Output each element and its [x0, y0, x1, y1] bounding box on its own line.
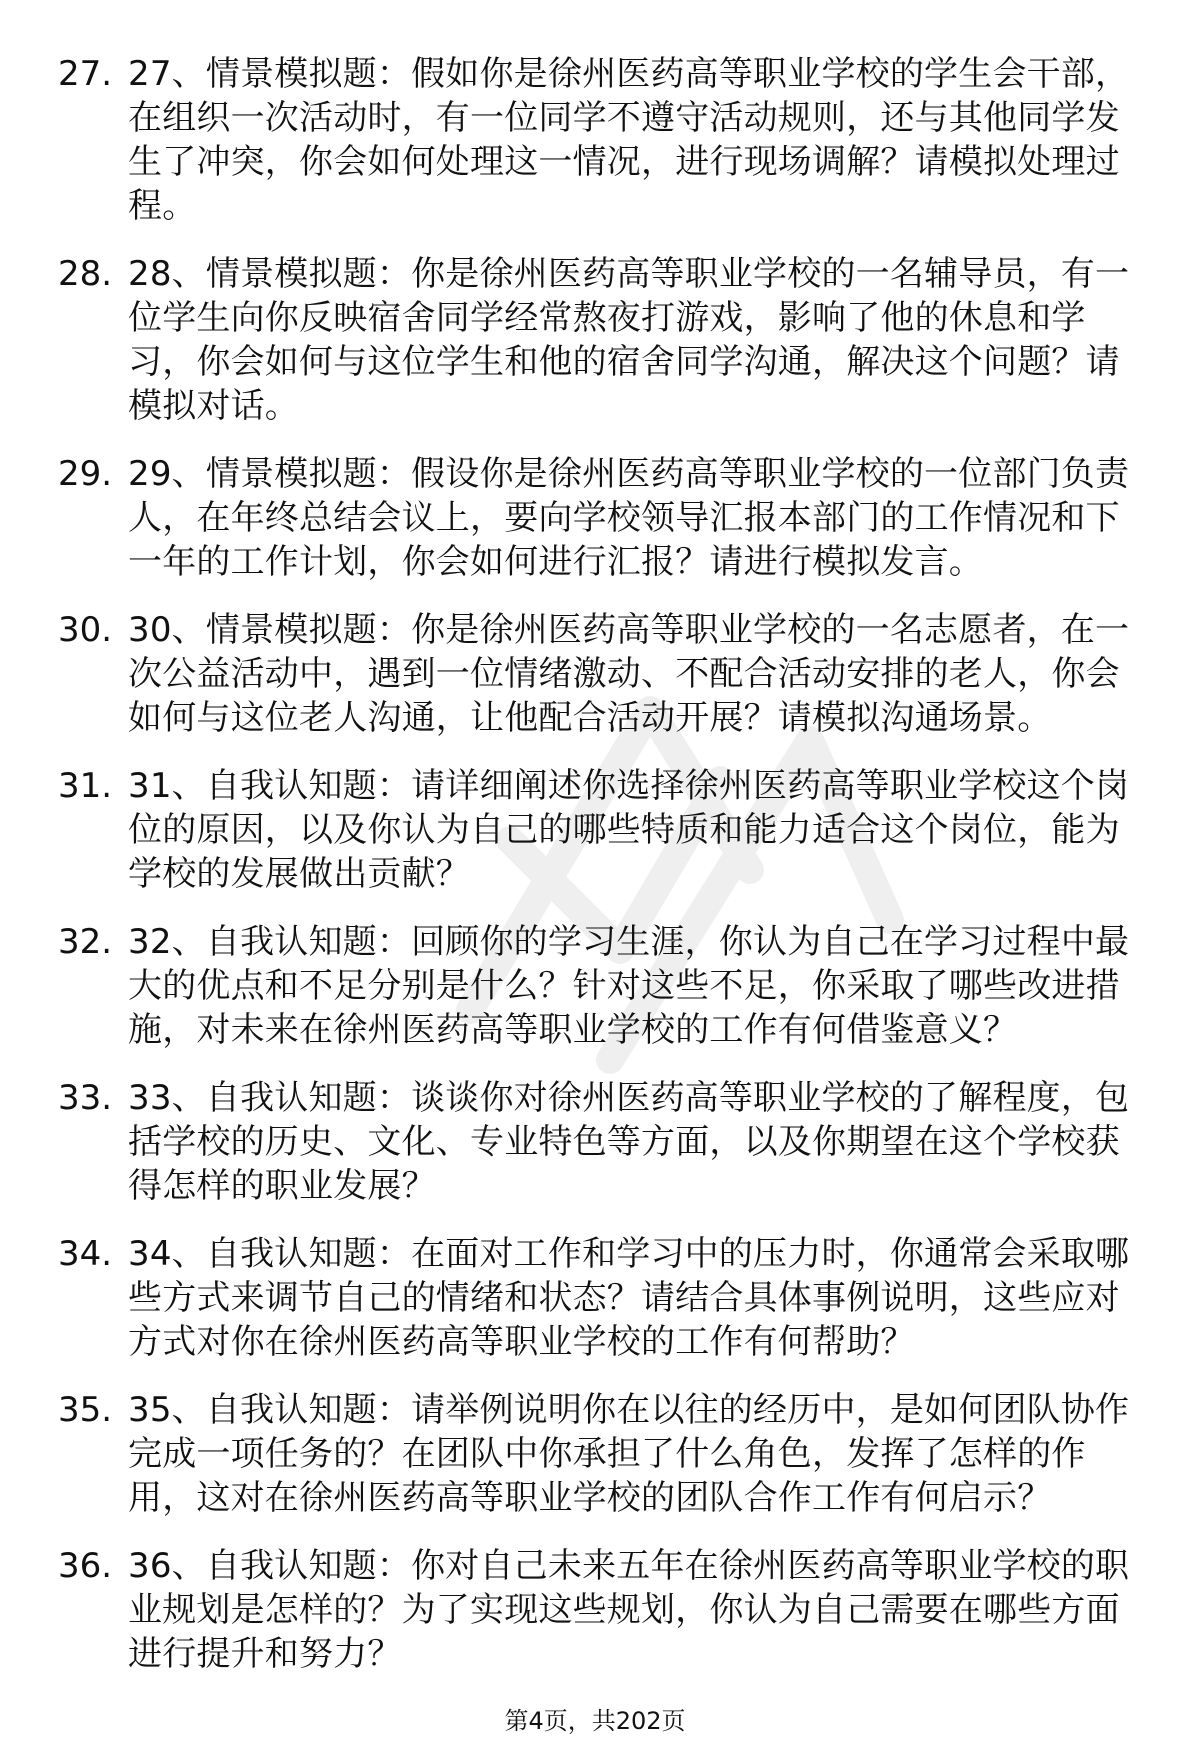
question-number: 33.	[58, 1078, 113, 1118]
question-text: 28、情景模拟题：你是徐州医药高等职业学校的一名辅导员，有一位学生向你反映宿舍同学经常熬夜打游戏，影响了他的休息和学习，你会如何与这位学生和他的宿舍同学沟通，解决这个问题？请模拟对话。	[128, 254, 1130, 426]
question-item	[58, 1232, 1150, 1364]
question-item	[58, 1544, 1150, 1676]
question-text: 27、情景模拟题：假如你是徐州医药高等职业学校的学生会干部，在组织一次活动时，有一位同学不遵守活动规则，还与其他同学发生了冲突，你会如何处理这一情况，进行现场调解？请模拟处理过程。	[128, 54, 1130, 226]
question-text: 33、自我认知题：谈谈你对徐州医药高等职业学校的了解程度，包括学校的历史、文化、专业特色等方面，以及你期望在这个学校获得怎样的职业发展？	[128, 1078, 1130, 1206]
question-text: 31、自我认知题：请详细阐述你选择徐州医药高等职业学校这个岗位的原因，以及你认为自己的哪些特质和能力适合这个岗位，能为学校的发展做出贡献？	[128, 766, 1130, 894]
question-item	[58, 252, 1150, 428]
question-text: 29、情景模拟题：假设你是徐州医药高等职业学校的一位部门负责人，在年终总结会议上，要向学校领导汇报本部门的工作情况和下一年的工作计划，你会如何进行汇报？请进行模拟发言。	[128, 454, 1130, 582]
question-number: 35.	[58, 1390, 113, 1430]
question-number: 28.	[58, 254, 113, 294]
question-item	[58, 608, 1150, 740]
question-item	[58, 1388, 1150, 1520]
question-item	[58, 764, 1150, 896]
question-list	[58, 52, 1150, 1700]
question-number: 29.	[58, 454, 113, 494]
question-number: 31.	[58, 766, 113, 806]
question-text: 35、自我认知题：请举例说明你在以往的经历中，是如何团队协作完成一项任务的？在团队中你承担了什么角色，发挥了怎样的作用，这对在徐州医药高等职业学校的团队合作工作有何启示？	[128, 1390, 1130, 1518]
question-text: 32、自我认知题：回顾你的学习生涯，你认为自己在学习过程中最大的优点和不足分别是什么？针对这些不足，你采取了哪些改进措施，对未来在徐州医药高等职业学校的工作有何借鉴意义？	[128, 922, 1130, 1050]
question-number: 32.	[58, 922, 113, 962]
question-item	[58, 452, 1150, 584]
question-item	[58, 920, 1150, 1052]
question-number: 36.	[58, 1546, 113, 1586]
question-text: 36、自我认知题：你对自己未来五年在徐州医药高等职业学校的职业规划是怎样的？为了实现这些规划，你认为自己需要在哪些方面进行提升和努力？	[128, 1546, 1130, 1674]
question-number: 30.	[58, 610, 113, 650]
question-text: 34、自我认知题：在面对工作和学习中的压力时，你通常会采取哪些方式来调节自己的情绪和状态？请结合具体事例说明，这些应对方式对你在徐州医药高等职业学校的工作有何帮助？	[128, 1234, 1130, 1362]
question-text: 30、情景模拟题：你是徐州医药高等职业学校的一名志愿者，在一次公益活动中，遇到一位情绪激动、不配合活动安排的老人，你会如何与这位老人沟通，让他配合活动开展？请模拟沟通场景。	[128, 610, 1130, 738]
question-item	[58, 1076, 1150, 1208]
question-number: 27.	[58, 54, 113, 94]
page-footer: 第4页，共202页	[504, 1707, 686, 1735]
question-item	[58, 52, 1150, 228]
question-number: 34.	[58, 1234, 113, 1274]
